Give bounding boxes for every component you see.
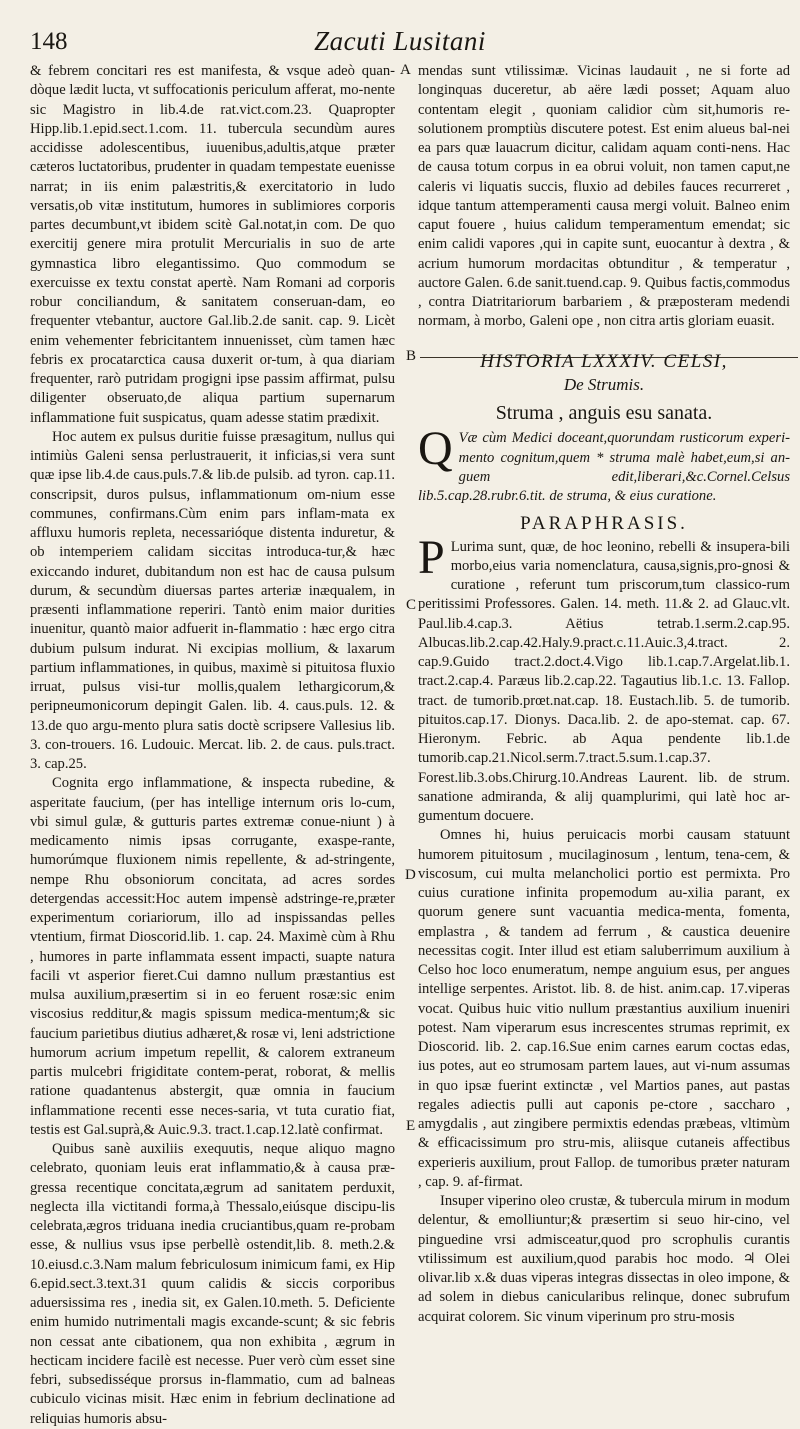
margin-letter-c: C bbox=[406, 597, 417, 613]
page-number: 148 bbox=[30, 28, 68, 55]
historia-subtitle: De Strumis. bbox=[563, 374, 645, 394]
left-paragraph: & febrem concitari res est manifesta, & vsque adeò quan-dòque lædit lucta, vt suffocationis periculum afferat, mo-nente sic Magistro in lib.4.de rat.vict.com.23. Quapropter Hipp.lib.1.epid.sect.1.com. 11. tubercula secundùm aures accidisse adolescentibus, iuuenibus,adultis,atque præter cæteros luctatoribus, prudenter in quadam tempestate euenisse narrat; in iis enim palæstritis,& exercitatorio in ludo versatis,ob vitæ institutum, humores in sublimiores corporis partes decumbunt,vt ibidem scitè Gal.notat,in com. De quo exercitij genere mira protulit Mercurialis in suo de arte gymnastica libro elegantissimo. Quo commodum se exercuisse ex textu constat apertè. Nam Romani ad corporis robur conciliandum, & sanitatem conseruan-dam, eo frequenter vtebantur, auctore Gal.lib.2.de sanit. cap. 9. Licèt enim vehementer febricitantem innuenisset, cùm tamen hæc febris ex procatarctica causa duxerit or-tum, à qua diariam frequenter, rarò putridam progigni ipse passim affirmat, pulsu diligenter obseruato,de aliqua partium supernarum inflammatione fuit suspicatus, quam adesse statim prædixit. bbox=[30, 63, 395, 426]
left-paragraph: Hoc autem ex pulsus duritie fuisse præsagitum, nullus qui intimiùs Galeni sensa perlustrauerit, it inficias,si vera sunt quæ ipse lib.4.de caus.puls.7.& lib.de pulsib. ad tyron. cap.11. conscripsit, duros pulsus, inflammationum om-nium esse communes, confirmans.Cùm enim pars inflam-mata ex affluxu humoris repleta, necessarióque distenta induretur, & ob intemperiem calidam siccitas introduca-tur,& hæc exiccando induret, dubitandum non est hac de causa pulsum durum, & secundùm diuersas partes arteriæ inæqualem, in præsenti inflammatione reperiri. Tantò enim maior durities inuenitur, quantò maior adfuerit in-flammatio : hæc ergo citra dubium pulsum indurat. Ni excipias mollium, & laxarum partium inflammationes, in quibus, maximè si pituitosa fluxio irruat, pulsus visi-tur mollis,qualem lethargicorum,& peripneumonicorum depingit Galen. lib. 4. caus.puls. 12. & 13.de quo argu-mento plura satis doctè scripsere Vallesius lib. 3. con-trouers. 16. Ludouic. Mercat. lib. 2. de caus. puls.tract. 3. cap.25. bbox=[30, 428, 395, 772]
paraphrasis-drop-cap: P bbox=[418, 530, 445, 584]
historia-heading: Struma , anguis esu sanata. bbox=[495, 402, 713, 424]
left-column bbox=[30, 62, 395, 1429]
paraphrasis-title: PARAPHRASIS. bbox=[520, 513, 688, 535]
margin-letter-d: D bbox=[405, 867, 416, 883]
quote-drop-cap: Q bbox=[418, 422, 453, 476]
right-paragraph bbox=[418, 530, 790, 827]
right-column bbox=[418, 62, 790, 1327]
right-paragraph: Omnes hi, huius peruicacis morbi causam statuunt humorem pituitosum , mucilaginosum , lentum, tena-cem, & viscosum, cui multa melancholici portio est permixta. Pro cuius curatione infinita propemodum au-xilia parant, ex quorum genere sunt vacuantia medica-menta, fomenta, emplastra , & tandem ad ferrum , & caustica deuenire necessitas cogit. Inter illud est etiam saluberrimum auxilium à Celso hoc loco enumeratum, nempe anguium esus, per angues intellige serpentes. Aristot. lib. 8. de hist. anim.cap. 17.viperas vocat. Quibus huic vitio nullum præstantius auxilium inueniri potest. Nam viperarum esus increscentes strumas reprimit, ex Dioscorid. lib. 2. cap.16.Sue enim carnes earum coctas edas, ius potes, aut eo strumosam partem laues, aut vi-num assumas in quo ipsæ fuerint extinctæ , vel Martios panes, aut pastas regales adiectis pulli aut caponis pe-ctore , saccharo , amygdalis , aut zingibere permixtis edendas præbeas, vltimùm & efficacissimum pro stru-mis, aliisque cutaneis affectibus experieris auxilium, prout Fallop. de tumoribus præter naturam , cap. 9. af-firmat. bbox=[418, 827, 790, 1190]
paraphrasis-paragraph-text: Lurima sunt, quæ, de hoc leonino, rebelli & insupera-bili morbo,eius varia nomenclatura, causa,signis,pro-gnosi & curatione , referunt tum priscorum,tum classico-rum peritissimi Professores. Galen. 14. meth. 11.& 2. ad Glauc.vlt. Paul.lib.4.cap.3. Aëtius tetrab.1.serm.2.cap.95. Albucas.lib.2.cap.42.Haly.9.pract.c.11.Auic.3,4.tract. 2. cap.9.Guido tract.2.doct.4.Vigo lib.1.cap.7.Argelat.lib.1. tract.2.cap.4. Paræus lib.2.cap.22. Tagautius lib.1.c. 13. Fallop. tract. de tumorib.prœt.nat.cap. 18. Eustach.lib. 5. de tumorib. pituitos.cap.17. Dionys. Daca.lib. 2. de apo-stemat. cap. 67. Hieronym. Febric. ab Aqua pendente lib.1.de tumorib.cap.21.Nicol.serm.7.tract.5.sum.1.cap.37. Forest.lib.3.obs.Chirurg.10.Andreas Laurent. lib. de strum. sanatione admiranda, & alij quamplurimi, qui latè hoc ar-gumentum docuere. bbox=[418, 538, 790, 824]
margin-letter-a: A bbox=[400, 62, 411, 78]
historia-title: HISTORIA LXXXIV. CELSI, bbox=[480, 350, 728, 372]
left-paragraph: Quibus sanè auxiliis exequutis, neque aliquo magno celebrato, quoniam leuis erat inflammatio,& à causa præ-gressa recentique concitata,ægrum ad sanitatem perduxit, neglecta illa victitandi forma,à Thessalo,eiúsque discipu-lis celebrata,ægros triduana inedia cruciantibus,quam re-probam esse, & nullius vsus ipse perbellè ostendit,lib. 8. meth.2.& 10.eiusd.c.3.Nam malum febriculosum inimicum fami, ex Hip 6.epid.sect.3.text.31 quum calidis & siccis corporibus aduersissima res , inedia sit, ex Galen.10.meth. 5. Deficiente enim humido nutrimentali magis excande-scunt; & sic febris non cessat ante cibationem, qua non exhibita , ægrum in hecticam incidere facilè est necesse. Puer verò cùm esset sine febri, subsedisséque prorsus in-flammatio, cum ad balneas cubiculo vicinas misit. Hæc enim in febrium declinatione ad reliquias humoris absu- bbox=[30, 1141, 395, 1427]
margin-letter-b: B bbox=[406, 348, 417, 364]
left-paragraph: Cognita ergo inflammatione, & inspecta rubedine, & asperitate faucium, (per has intellige internum oris lo-cum, vbi simul gulæ, & gutturis partes extremæ conue-niunt ) à medicamento nimis ipsas corrugante, exaspe-rante, humorúmque fluxionem nimis repellente, & ad-stringente, nempe Rhu obsoniorum concitata, ad acres sordes detergendas accessit:Hoc autem impensè adstringe-re,præter experimentum coriariorum, illo ad inspissandas pelles vtentium, firmat Dioscorid.lib. 1. cap. 24. Maximè cùm à Rhu , humores in parte inflammata essent impacti, suapte natura facili vt asperior fieret.Cui damno nullum præstantius est mulsa auxilium,præsertim si in eo feruent rosæ:sic enim viscosius redditur,& magis spissum medica-mentum;& sic faucium parietibus diutius adhæret,& rosæ vi, leni adstrictione humorum acrium impetum repellit, & calorem extraneum partis mulcebri frigiditate contem-perat, roborat, & mellis ratione quadantenus abstergit, quæ omnia in faucium inflammatione recenti esse neces-saria, vt tuta curatio fiat, testis est Gal.suprà,& Auic.9.3. tract.1.cap.12.latè confirmat. bbox=[30, 775, 395, 1138]
right-paragraph: Insuper viperino oleo crustæ, & tubercula mirum in modum delentur, & emolliuntur;& præsertim si seuo hir-cino, vel pinguedine vrsi admisceatur,quod pro scrophulis curantis vtilissimum est auxilium,quod parabis hoc modo. ♃ Olei olivar.lib x.& duas viperas integras dissectas in oleo impone, & ad solem in diebus canicularibus relinque, donec subrufum acquirat colorem. Sic vinum viperinum pro stru-mosis bbox=[418, 1193, 790, 1325]
quote-text: Væ cùm Medici doceant,quorundam rusticorum experi-mento cognitum,quem * struma malè habet,eum,si an-guem edit,liberari,&c.Cornel.Celsus lib.5.cap.28.rubr.6.tit. de struma, & eius curatione. bbox=[418, 430, 790, 504]
celsus-quote bbox=[418, 422, 790, 506]
margin-letter-e: E bbox=[406, 1118, 416, 1134]
running-title: Zacuti Lusitani bbox=[314, 26, 486, 56]
right-top-paragraph: mendas sunt vtilissimæ. Vicinas laudauit , ne si forte ad longinquas duceretur, ab aëre lædi posset; Aquam aluo contentam elegit , quoniam calidior cùm sit,humoris re-solutionem promptiùs discutere potest. Est enim alueus bal-nei ea pars quæ lauacrum dicitur, calidam aquam conti-nens. Hac de causa totum corpus in ea obrui voluit, non tamen caput,ne caleris vi liquatis succis, fluxio ad debiles fauces recurreret , idque tantum attemperamenti causa mergi voluit. Balneo enim caput fouere , huius calidum temperamentum emendat; sic enim calidi vapores ,qui in capite sunt, euocantur à dextra , & acrium humorum mordacitas obtunditur , & temperatur , auctore Galen. 6.de sanit.tuend.cap. 9. Quibus factis,commodus , contra Diatritariorum barbariem , & præposteram medendi normam, à morbo, Galeni ope , non citra artis gloriam euasit. bbox=[418, 63, 790, 330]
page-header bbox=[30, 22, 770, 62]
